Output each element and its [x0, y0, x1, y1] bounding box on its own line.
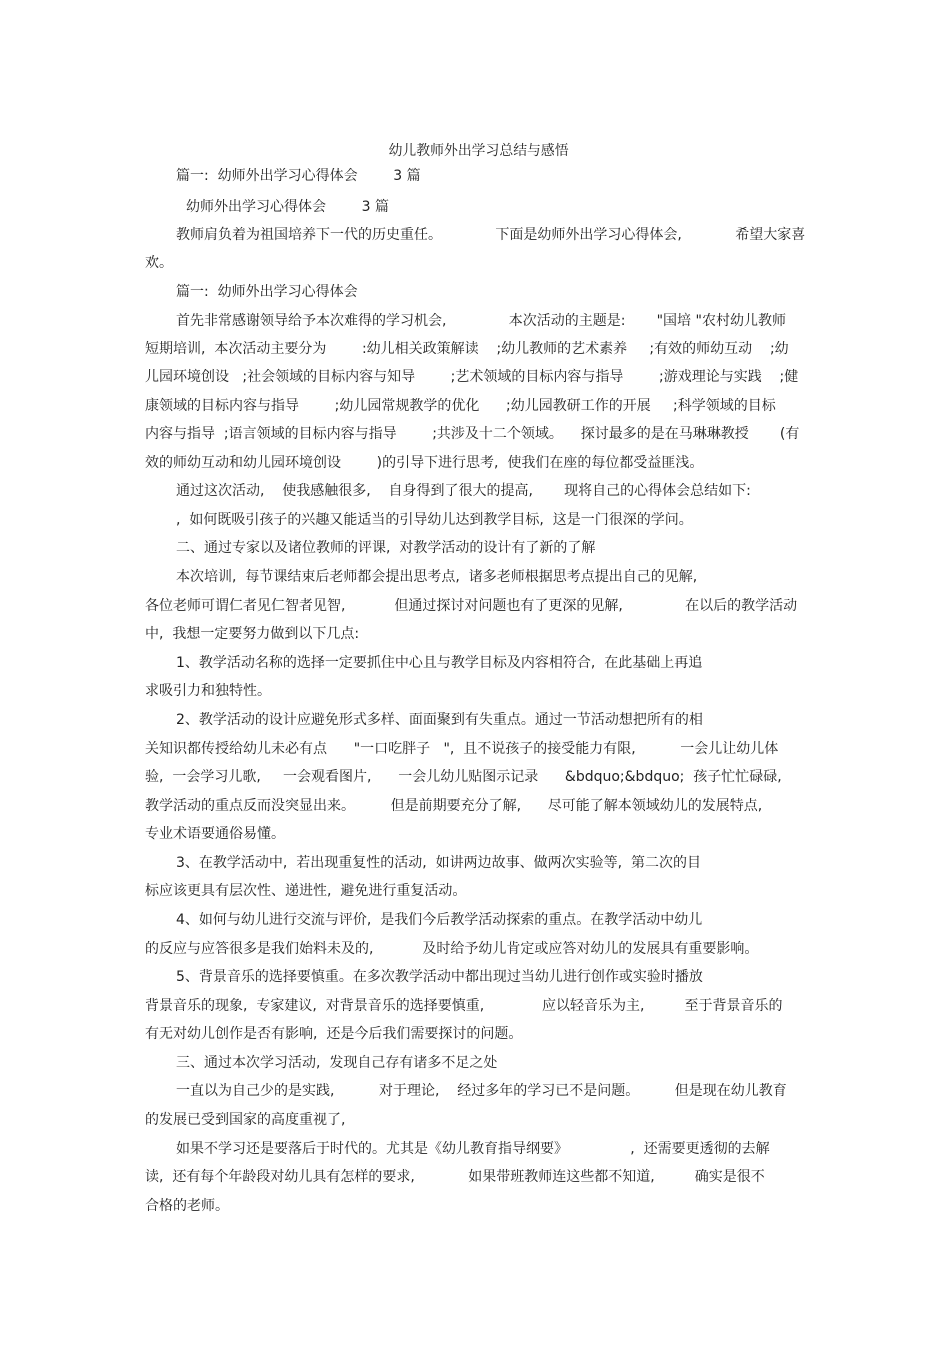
text-line: 的发展已受到国家的高度重视了,: [145, 1112, 346, 1128]
text-line: 2、教学活动的设计应避免形式多样、面面聚到有失重点。通过一节活动想把所有的相: [176, 712, 703, 728]
text-line: 读, 还有每个年龄段对幼儿具有怎样的要求, 如果带班教师连这些都不知道, 确实是很不: [145, 1169, 765, 1185]
text-line: 二、通过专家以及诸位教师的评课, 对教学活动的设计有了新的了解: [176, 540, 596, 556]
text-line: 的反应与应答很多是我们始料未及的, 及时给予幼儿肯定或应答对幼儿的发展具有重要影响。: [145, 941, 759, 957]
text-line: 专业术语要通俗易懂。: [145, 826, 285, 842]
text-line: 首先非常感谢领导给予本次难得的学习机会, 本次活动的主题是: "国培 "农村幼儿教师: [176, 313, 786, 329]
text-line: 三、通过本次学习活动, 发现自己存有诸多不足之处: [176, 1055, 498, 1071]
text-line: 如果不学习还是要落后于时代的。尤其是《幼儿教育指导纲要》 , 还需要更透彻的去解: [176, 1141, 770, 1157]
text-line: 4、如何与幼儿进行交流与评价, 是我们今后教学活动探索的重点。在教学活动中幼儿: [176, 912, 703, 928]
text-line: 幼师外出学习心得体会 3 篇: [186, 199, 389, 215]
text-line: 通过这次活动, 使我感触很多, 自身得到了很大的提高, 现将自己的心得体会总结如下:: [176, 483, 751, 499]
text-line: 标应该更具有层次性、递进性, 避免进行重复活动。: [145, 883, 467, 899]
text-line: 篇一: 幼师外出学习心得体会 3 篇: [176, 168, 421, 184]
text-line: 一直以为自己少的是实践, 对于理论, 经过多年的学习已不是问题。 但是现在幼儿教育: [176, 1083, 787, 1099]
text-line: 欢。: [145, 255, 173, 271]
text-line: 验, 一会学习儿歌, 一会观看图片, 一会儿幼儿贴图示记录 &bdquo;&bdquo; 孩子忙忙碌碌,: [145, 769, 782, 785]
text-line: 儿园环境创设 ;社会领域的目标内容与知导 ;艺术领域的目标内容与指导 ;游戏理论与实践 ;健: [145, 369, 799, 385]
text-line: 篇一: 幼师外出学习心得体会: [176, 284, 358, 300]
text-line: 本次培训, 每节课结束后老师都会提出思考点, 诸多老师根据思考点提出自己的见解,: [176, 569, 698, 585]
text-line: 求吸引力和独特性。: [145, 683, 271, 699]
text-line: 康领域的目标内容与指导 ;幼儿园常规教学的优化 ;幼儿园教研工作的开展 ;科学领域的目标: [145, 398, 776, 414]
document-title: [0, 121, 940, 181]
text-line: 效的师幼互动和幼儿园环境创设 )的引导下进行思考, 使我们在座的每位都受益匪浅。: [145, 455, 704, 471]
text-line: , 如何既吸引孩子的兴趣又能适当的引导幼儿达到教学目标, 这是一门很深的学问。: [176, 512, 693, 528]
text-line: 1、教学活动名称的选择一定要抓住中心且与教学目标及内容相符合, 在此基础上再追: [176, 655, 703, 671]
text-line: 5、背景音乐的选择要慎重。在多次教学活动中都出现过当幼儿进行创作或实验时播放: [176, 969, 703, 985]
text-line: 合格的老师。: [145, 1198, 229, 1214]
text-line: 中, 我想一定要努力做到以下几点:: [145, 626, 360, 642]
text-line: 3、在教学活动中, 若出现重复性的活动, 如讲两边故事、做两次实验等, 第二次的目: [176, 855, 701, 871]
text-line: 背景音乐的现象, 专家建议, 对背景音乐的选择要慎重, 应以轻音乐为主, 至于背景音乐的: [145, 998, 783, 1014]
text-line: 内容与指导 ;语言领域的目标内容与指导 ;共涉及十二个领域。 探讨最多的是在马琳琳教授 (有: [145, 426, 800, 442]
text-line: 有无对幼儿创作是否有影响, 还是今后我们需要探讨的问题。: [145, 1026, 523, 1042]
text-line: 各位老师可谓仁者见仁智者见智, 但通过探讨对问题也有了更深的见解, 在以后的教学活动: [145, 598, 798, 614]
text-line: 短期培训, 本次活动主要分为 :幼儿相关政策解读 ;幼儿教师的艺术素养 ;有效的师幼互动 ;幼: [145, 341, 789, 357]
text-line: 教师肩负着为祖国培养下一代的历史重任。 下面是幼师外出学习心得体会, 希望大家喜: [176, 227, 806, 243]
text-line: 关知识都传授给幼儿未必有点 "一口吃胖子 ", 且不说孩子的接受能力有限, 一会儿让幼儿体: [145, 741, 779, 757]
title-text: 幼儿教师外出学习总结与感悟: [388, 143, 569, 159]
text-line: 教学活动的重点反而没突显出来。 但是前期要充分了解, 尽可能了解本领域幼儿的发展特点,: [145, 798, 763, 814]
